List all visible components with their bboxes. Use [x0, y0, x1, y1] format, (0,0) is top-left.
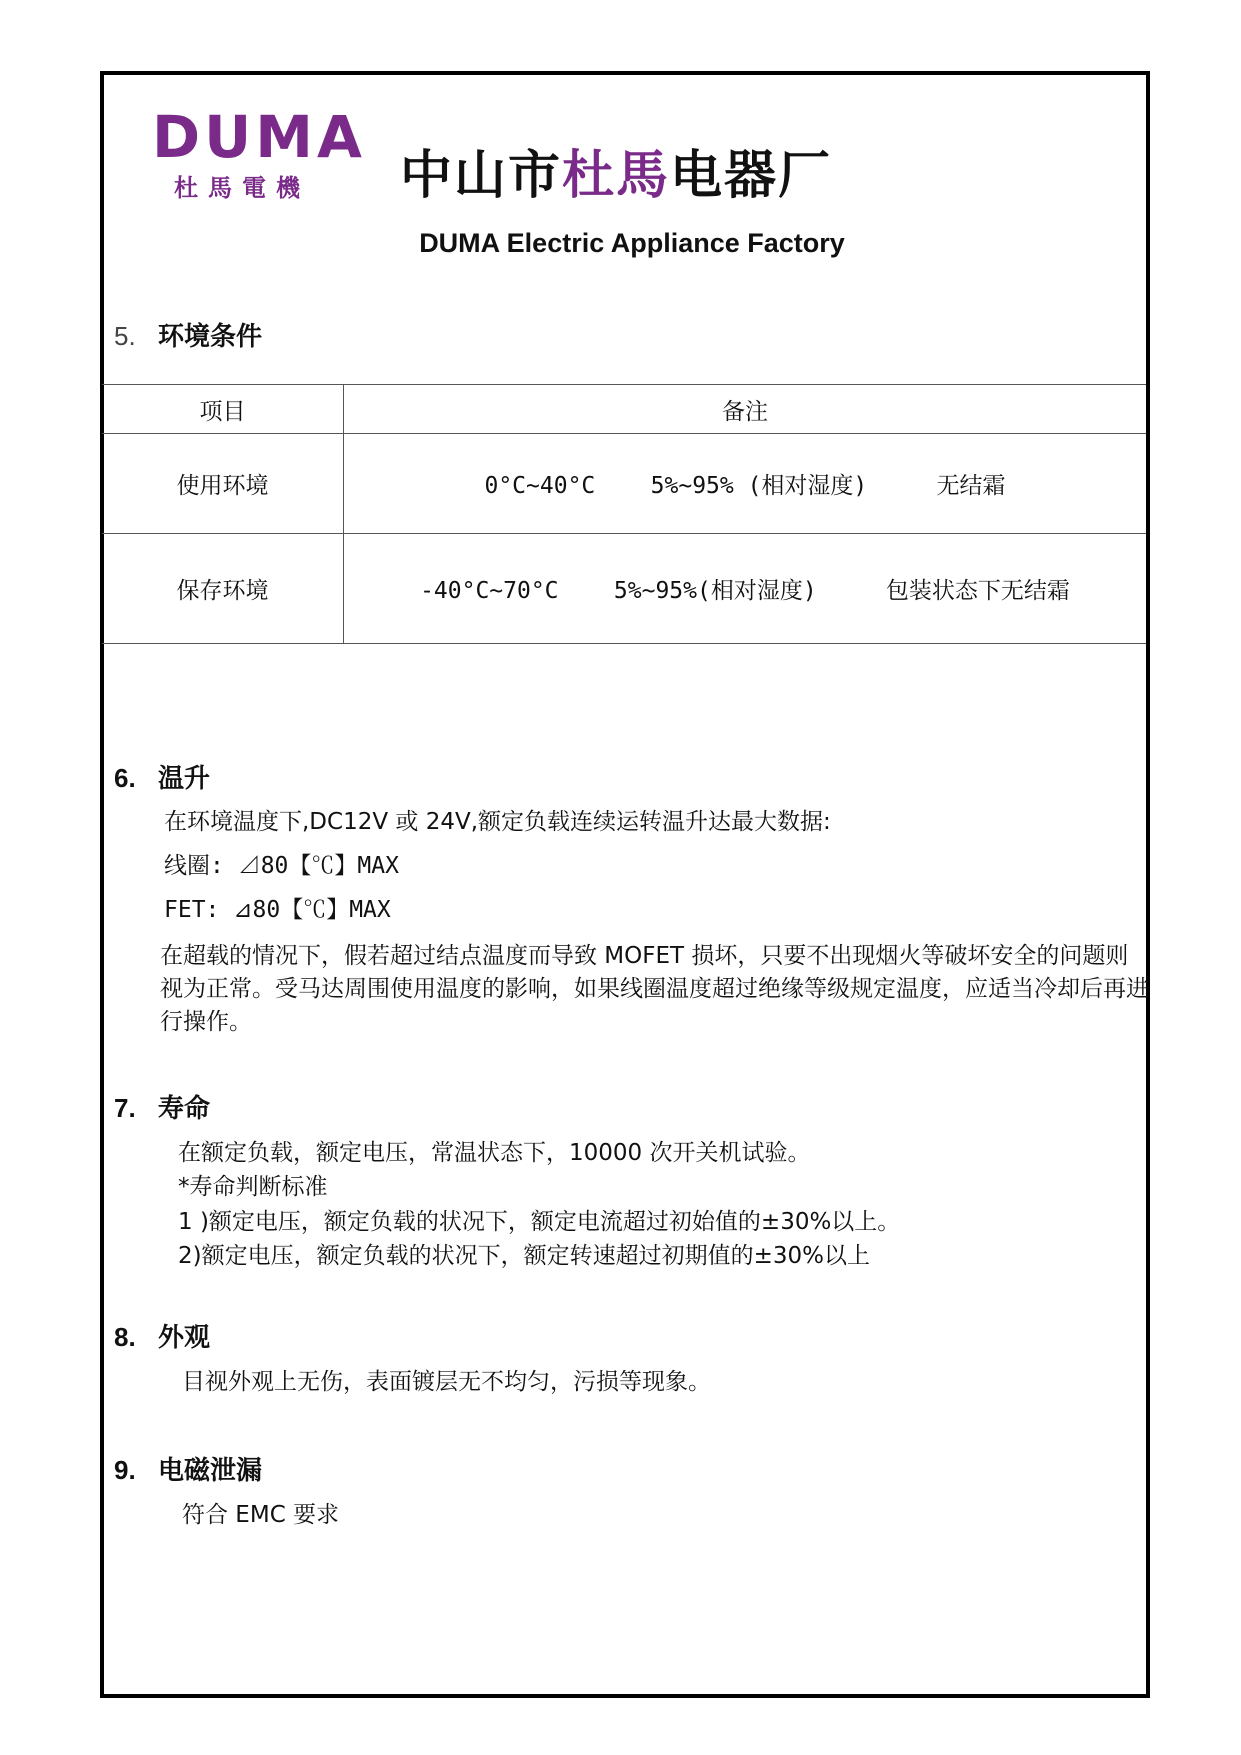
table-cell-item: 使用环境	[102, 434, 344, 534]
logo-subtext: 杜馬電機	[174, 174, 310, 202]
section-number: 6.	[114, 763, 136, 793]
section-6-heading	[114, 758, 210, 795]
section-9-heading	[114, 1450, 262, 1487]
life-criteria-1: 1 )额定电压，额定负载的状况下，额定电流超过初始值的±30%以上。	[178, 1209, 901, 1235]
section-title: 电磁泄漏	[158, 1456, 263, 1486]
company-name-cn	[400, 148, 860, 205]
company-name-highlight: 杜馬	[562, 146, 671, 206]
table-header-row	[102, 385, 1146, 434]
fet-temp-rise: FET: ⊿80【℃】MAX	[164, 897, 391, 923]
table-cell-item: 保存环境	[102, 534, 344, 644]
company-name-suffix: 电器厂	[670, 146, 833, 206]
life-criteria-2: 2)额定电压，额定负载的状况下，额定转速超过初期值的±30%以上	[178, 1243, 870, 1269]
section-5-heading	[114, 316, 262, 353]
emc-text: 符合 EMC 要求	[182, 1502, 340, 1528]
section-title: 温升	[158, 764, 211, 794]
company-logo	[152, 103, 366, 203]
appearance-text: 目视外观上无伤，表面镀层无不均匀，污损等现象。	[182, 1369, 711, 1395]
section-title: 外观	[158, 1323, 211, 1353]
table-cell-note: -40°C~70°C 5%~95%(相对湿度) 包装状态下无结霜	[344, 534, 1147, 644]
table-row	[102, 534, 1146, 644]
section-title: 寿命	[158, 1094, 211, 1124]
section-number: 5.	[114, 321, 136, 351]
section-number: 7.	[114, 1093, 136, 1123]
company-name-prefix: 中山市	[400, 146, 563, 206]
section-number: 8.	[114, 1322, 136, 1352]
table-cell-note: 0°C~40°C 5%~95% (相对湿度) 无结霜	[344, 434, 1147, 534]
table-header-item: 项目	[102, 385, 344, 434]
overload-note: 在超载的情况下，假若超过结点温度而导致 MOFET 损坏，只要不出现烟火等破坏安全的问题则视为正常。受马达周围使用温度的影响，如果线圈温度超过绝缘等级规定温度，应适当冷却后再进行操作。	[160, 943, 1149, 1035]
coil-temp-rise: 线圈: ⊿80【℃】MAX	[164, 853, 399, 879]
section-number: 9.	[114, 1455, 136, 1485]
section-7-heading	[114, 1088, 210, 1125]
table-row	[102, 434, 1146, 534]
company-name-en: DUMA Electric Appliance Factory	[419, 228, 845, 258]
environment-table	[102, 384, 1146, 644]
table-header-note: 备注	[344, 385, 1147, 434]
life-test-line: 在额定负载，额定电压，常温状态下，10000 次开关机试验。	[178, 1140, 811, 1166]
logo-text: DUMA	[152, 103, 366, 171]
section-8-heading	[114, 1317, 210, 1354]
section-title: 环境条件	[158, 322, 263, 352]
temp-rise-intro: 在环境温度下,DC12V 或 24V,额定负载连续运转温升达最大数据:	[164, 809, 831, 835]
life-criteria-title: *寿命判断标准	[178, 1174, 328, 1200]
